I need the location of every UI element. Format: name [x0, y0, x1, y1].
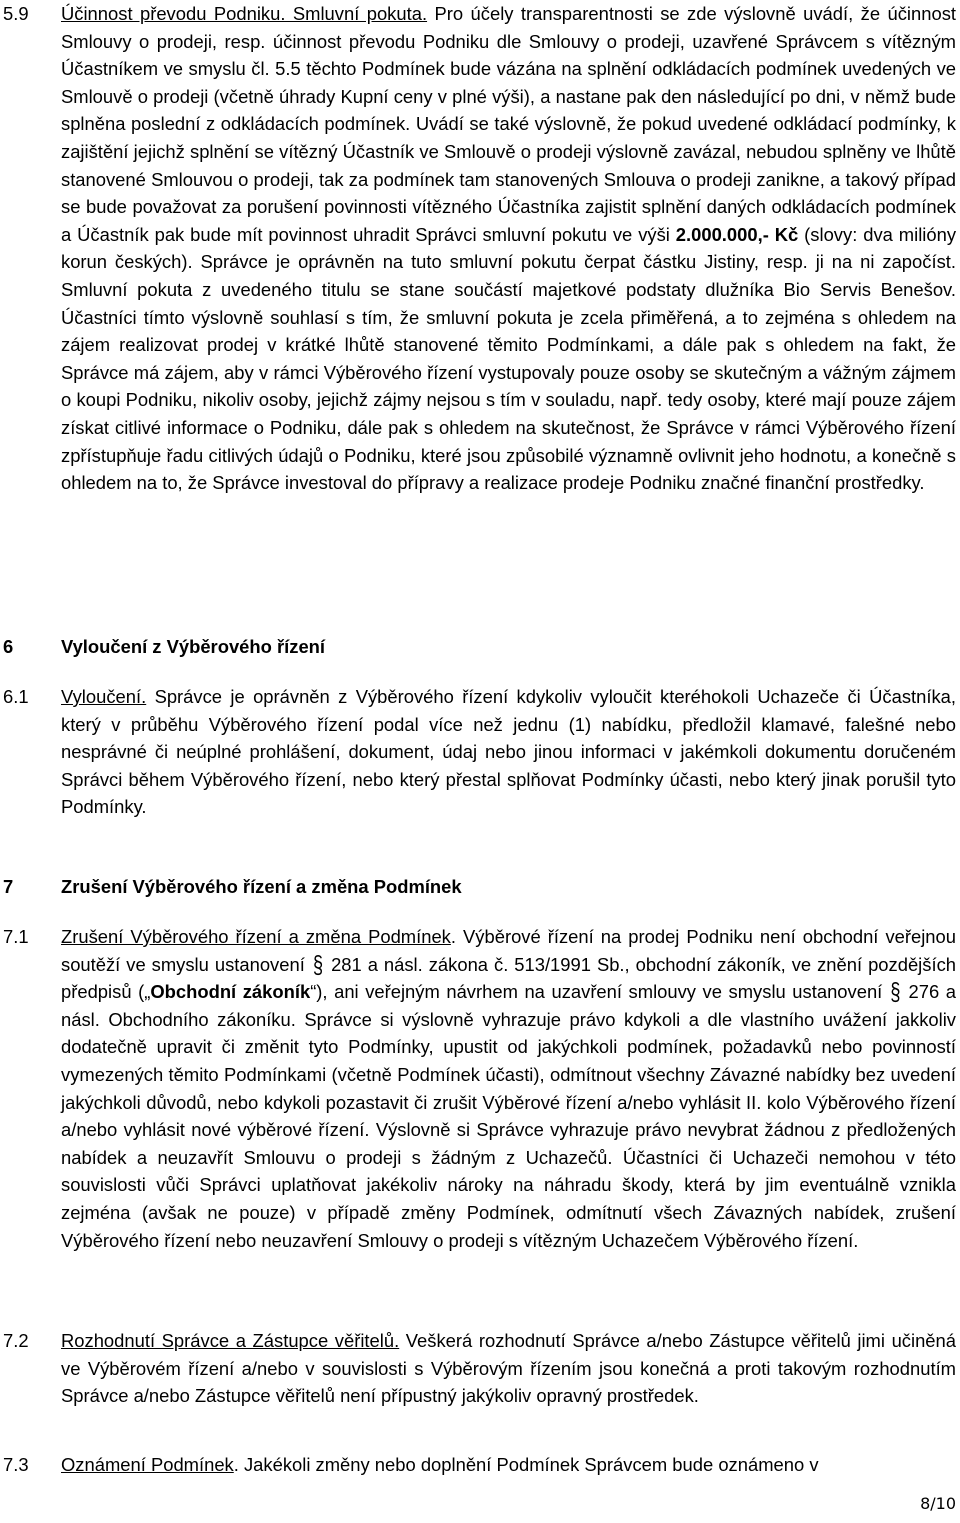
- clause-title: Účinnost převodu Podniku. Smluvní pokuta.: [61, 3, 428, 24]
- clause-text: “), ani veřejným návrhem na uzavření smlouvy ve smyslu ustanovení: [310, 981, 883, 1003]
- section-number: 6: [3, 636, 14, 657]
- paragraph-sign: §: [312, 949, 324, 979]
- clause-body: [61, 1451, 956, 1479]
- section-title: Zrušení Výběrového řízení a změna Podmínek: [61, 876, 462, 897]
- clause-title: Zrušení Výběrového řízení a změna Podmínek: [61, 926, 451, 947]
- clause-text: 281 a násl. zákona č. 513/1991 Sb., obchodní zákoník, ve znění pozdějších předpisů („: [61, 953, 956, 1003]
- clause-number: 7.2: [3, 1330, 29, 1351]
- clause-number: 7.1: [3, 926, 29, 947]
- clause-7-2: [0, 1327, 960, 1410]
- clause-number: 6.1: [3, 686, 29, 707]
- clause-text: Veškerá rozhodnutí Správce a/nebo Zástupce věřitelů jimi učiněná ve Výběrovém řízení a/nebo v souvislosti s Výběrovým řízením jsou konečná a proti takovým rozhodnutím Správce a/nebo Zástupce věřitelů není přípustný jakýkoliv opravný prostředek.: [61, 1330, 956, 1407]
- section-heading-6: [0, 633, 960, 661]
- clause-6-1: [0, 683, 960, 821]
- clause-number: 7.3: [3, 1454, 29, 1475]
- clause-text: 276 a násl. Obchodního zákoníku. Správce si výslovně vyhrazuje právo kdykoli a dle vlastního uvážení jakkoliv dodatečně upravit či změnit tyto Podmínky, upustit od jakýchkoli podmínek, požadavků nebo povinností vymezených těmito Podmínkami (včetně Podmínek účasti), odmítnout všechny Závazné nabídky bez uvedení jakýchkoli důvodů, nebo kdykoli pozastavit či zrušit Výběrové řízení a/nebo vyhlásit II. kolo Výběrového řízení a/nebo vyhlásit nové výběrové řízení. Výslovně si Správce vyhrazuje právo nevybrat žádnou z předložených nabídek a neuzavřít Smlouvu o prodeji s žádným z Uchazečů. Účastníci či Uchazeči nemohou v této souvislosti vůči Správci uplatňovat jakékoliv nároky na náhradu škody, která by jim eventuálně vznikla zejména (avšak ne pouze) v případě změny Podmínek, odmítnutí všech Závazných nabídek, zrušení Výběrového řízení nebo neuzavření Smlouvy o prodeji s vítězným Uchazečem Výběrového řízení.: [61, 981, 956, 1251]
- clause-body: [61, 1327, 956, 1410]
- clause-text: . Výběrové řízení na prodej Podniku není obchodní veřejnou soutěží ve smyslu ustanovení: [61, 926, 956, 975]
- paragraph-sign: §: [890, 977, 901, 1006]
- defined-term: Obchodní zákoník: [150, 981, 311, 1003]
- clause-title: Vyloučení.: [61, 686, 147, 707]
- clause-body: [61, 0, 956, 497]
- section-title: Vyloučení z Výběrového řízení: [61, 636, 326, 657]
- clause-body: [61, 683, 956, 821]
- clause-7-1: [0, 923, 960, 1254]
- clause-text: Pro účely transparentnosti se zde výslovně uvádí, že účinnost Smlouvy o prodeji, resp. účinnost převodu Podniku dle Smlouvy o prodeji, uzavřené Správcem s vítězným Účastníkem ve smyslu čl. 5.5 těchto Podmínek bude vázána na splnění odkládacích podmínek uvedených ve Smlouvě o prodeji (včetně úhrady Kupní ceny v plné výši), a nastane pak den následující po dni, v němž bude splněna poslední z odkládacích podmínek. Uvádí se také výslovně, že pokud uvedené odkládací podmínky, k zajištění jejichž splnění se vítězný Účastník ve Smlouvě o prodeji výslovně zavázal, nebudou splněny ve lhůtě stanovené Smlouvou o prodeji, tak za podmínek tam stanovených Smlouva o prodeji zanikne, a takový případ se bude považovat za porušení povinnosti vítězného Účastníka zajistit splnění daných odkládacích podmínek a Účastník pak bude mít povinnost uhradit Správci smluvní pokutu ve výši: [61, 3, 956, 245]
- clause-number: 5.9: [3, 3, 29, 24]
- clause-title: Rozhodnutí Správce a Zástupce věřitelů.: [61, 1330, 400, 1351]
- clause-7-3: [0, 1451, 960, 1479]
- section-number: 7: [3, 876, 14, 897]
- clause-5-9: [0, 0, 960, 497]
- clause-body: [61, 923, 956, 1254]
- clause-text: . Jakékoli změny nebo doplnění Podmínek Správcem bude oznámeno v: [233, 1454, 819, 1475]
- section-heading-7: [0, 873, 960, 901]
- page-number: 8/10: [920, 1494, 956, 1513]
- clause-title: Oznámení Podmínek: [61, 1454, 234, 1475]
- penalty-amount: 2.000.000,- Kč: [675, 223, 799, 245]
- clause-text: (slovy: dva milióny korun českých). Správce je oprávněn na tuto smluvní pokutu čerpat částku Jistiny, resp. ji na ni započíst. Smluvní pokuta z uvedeného titulu se stane součástí majetkové podstaty dlužníka Bio Servis Benešov. Účastníci tímto výslovně souhlasí s tím, že smluvní pokuta je zcela přiměřená, a to zejména s ohledem na zájem realizovat prodej v krátké lhůtě stanovené těmito Podmínkami, a dále pak s ohledem na fakt, že Správce má zájem, aby v rámci Výběrového řízení vystupovaly pouze osoby se skutečným a vážným zájmem o koupi Podniku, nikoliv osoby, jejichž zájmy nejsou s tím v souladu, např. tedy osoby, které mají pouze zájem získat citlivé informace o Podniku, dále pak s ohledem na skutečnost, že Správce v rámci Výběrového řízení zpřístupňuje řadu citlivých údajů o Podniku, které jsou způsobilé významně ovlivnit jeho hodnotu, a konečně s ohledem na to, že Správce investoval do přípravy a realizace prodeje Podniku značné finanční prostředky.: [61, 223, 957, 494]
- clause-text: Správce je oprávněn z Výběrového řízení kdykoliv vyloučit kteréhokoli Uchazeče či Účastníka, který v průběhu Výběrového řízení podal více než jednu (1) nabídku, předložil klamavé, falešné nebo nesprávné či neúplné prohlášení, dokument, údaj nebo jinou informaci v jakémkoli dokumentu doručeném Správci během Výběrového řízení, nebo který přestal splňovat Podmínky účasti, nebo který jinak porušil tyto Podmínky.: [61, 686, 956, 818]
